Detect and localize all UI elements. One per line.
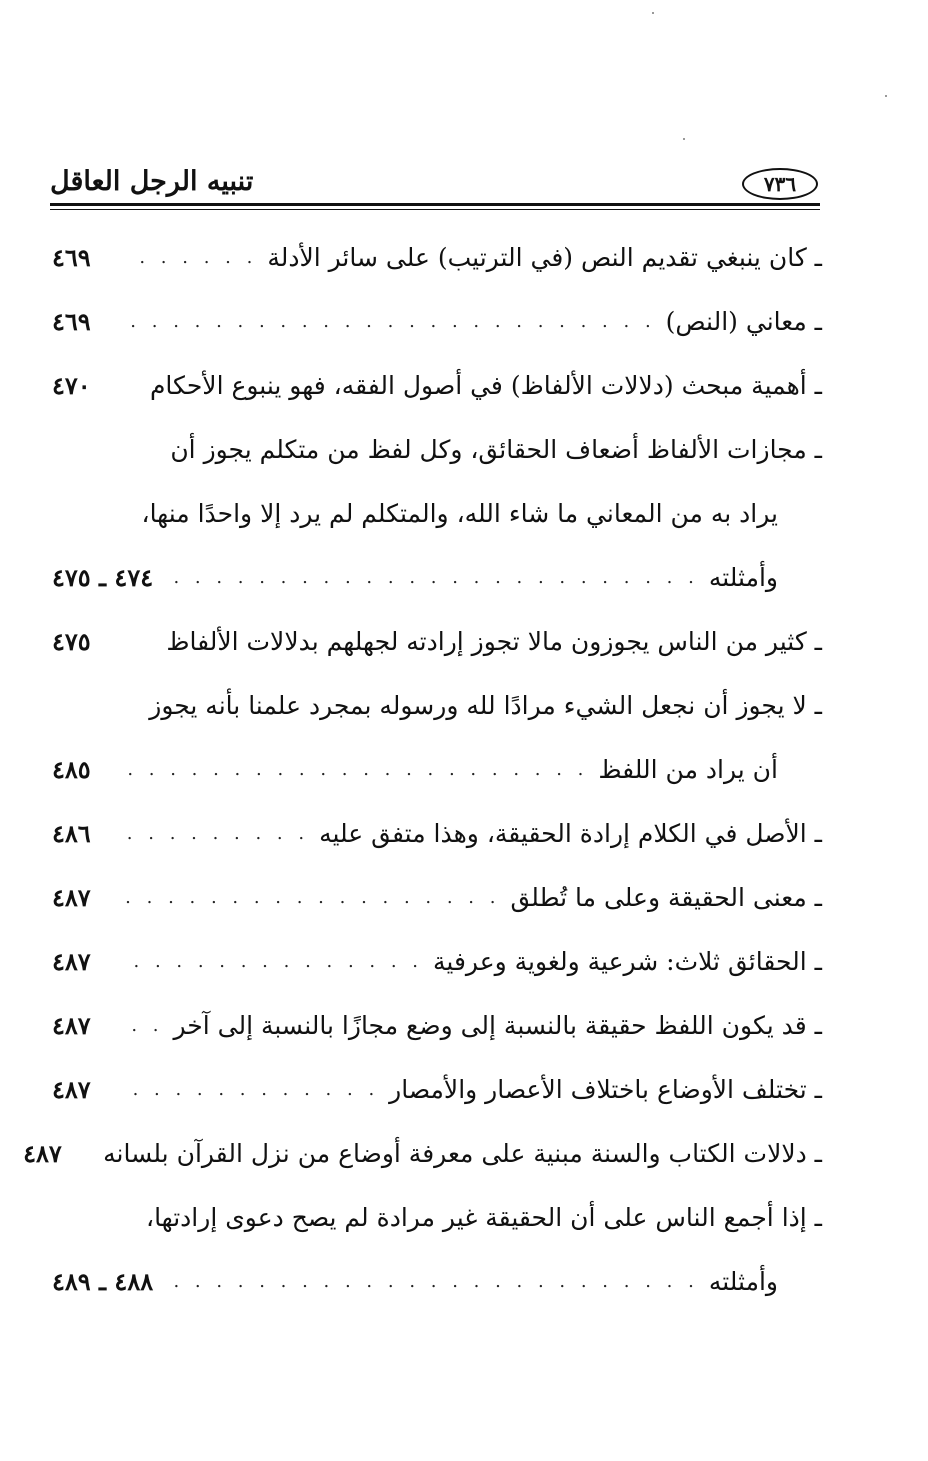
entry-text: ـ كثير من الناس يجوزون مالا تجوز إرادته لجهلهم بدلالات الألفاظ <box>166 627 822 656</box>
index-entry <box>52 226 822 290</box>
entry-text: ـ كان ينبغي تقديم النص (في الترتيب) على سائر الأدلة <box>267 243 822 272</box>
index-entry <box>52 610 822 674</box>
dot-leader <box>122 290 656 354</box>
entry-text: ـ لا يجوز أن نجعل الشيء مرادًا لله ورسوله بمجرد علمنا بأنه يجوز <box>149 691 822 720</box>
entry-text: أن يراد من اللفظ <box>598 755 778 784</box>
entry-text: ـ مجازات الألفاظ أضعاف الحقائق، وكل لفظ من متكلم يجوز أن <box>170 435 822 464</box>
index-entry <box>52 674 822 738</box>
entry-text: ـ أهمية مبحث (دلالات الألفاظ) في أصول الفقه، فهو ينبوع الأحكام <box>149 371 822 400</box>
entry-text: ـ معاني (النص) <box>665 307 822 336</box>
dot-leader <box>122 1058 379 1122</box>
entry-text: وأمثلته <box>708 563 778 592</box>
page-number: ٧٣٦ <box>742 168 818 200</box>
dot-leader <box>122 738 588 802</box>
index-entry-continuation <box>52 1250 822 1314</box>
index-entry <box>52 1058 822 1122</box>
entry-pages: ٤٨٦ <box>52 819 91 848</box>
dot-leader <box>122 866 500 930</box>
index-entry <box>52 866 822 930</box>
entry-text: ـ معنى الحقيقة وعلى ما تُطلق <box>510 883 822 912</box>
entry-pages: ٤٦٩ <box>52 243 91 272</box>
index-entry <box>52 930 822 994</box>
entry-text: ـ إذا أجمع الناس على أن الحقيقة غير مرادة لم يصح دعوى إرادتها، <box>146 1203 822 1232</box>
index-entry-continuation <box>52 738 822 802</box>
entry-pages: ٤٧٥ <box>52 627 91 656</box>
dot-leader <box>122 802 309 866</box>
entry-pages: ٤٨٧ <box>52 1011 91 1040</box>
entry-text: ـ الحقائق ثلاث: شرعية ولغوية وعرفية <box>433 947 822 976</box>
index-entry <box>52 290 822 354</box>
entry-pages: ٤٨٨ ـ ٤٨٩ <box>52 1267 154 1296</box>
entry-pages: ٤٨٧ <box>52 947 91 976</box>
entry-pages: ٤٧٤ ـ ٤٧٥ <box>52 563 154 592</box>
index-entry <box>23 1122 822 1186</box>
index-entry <box>52 354 822 418</box>
index-list <box>23 226 822 1314</box>
scan-speck <box>885 95 887 97</box>
scan-speck <box>683 138 685 140</box>
entry-text: ـ قد يكون اللفظ حقيقة بالنسبة إلى وضع مجازًا بالنسبة إلى آخر <box>173 1011 822 1040</box>
index-entry <box>52 1186 822 1250</box>
dot-leader <box>163 1250 699 1314</box>
index-entry <box>52 418 822 482</box>
header-rule-thin <box>50 209 820 210</box>
entry-text: ـ دلالات الكتاب والسنة مبنية على معرفة أوضاع من نزل القرآن بلسانه <box>103 1139 822 1168</box>
entry-text: وأمثلته <box>708 1267 778 1296</box>
index-entry-continuation <box>52 546 822 610</box>
entry-pages: ٤٨٥ <box>52 755 91 784</box>
entry-pages: ٤٦٩ <box>52 307 91 336</box>
dot-leader <box>122 930 423 994</box>
book-title: تنبيه الرجل العاقل <box>50 166 254 197</box>
entry-text: يراد به من المعاني ما شاء الله، والمتكلم لم يرد إلا واحدًا منها، <box>141 499 778 528</box>
dot-leader <box>163 546 699 610</box>
header-rule-thick <box>50 203 820 206</box>
dot-leader <box>122 994 164 1058</box>
index-entry-continuation <box>52 482 822 546</box>
index-entry <box>52 802 822 866</box>
scan-speck <box>652 12 654 14</box>
entry-pages: ٤٨٧ <box>52 883 91 912</box>
index-entry <box>52 994 822 1058</box>
entry-pages: ٤٨٧ <box>23 1139 62 1168</box>
entry-pages: ٤٨٧ <box>52 1075 91 1104</box>
dot-leader <box>122 226 257 290</box>
entry-text: ـ الأصل في الكلام إرادة الحقيقة، وهذا متفق عليه <box>319 819 822 848</box>
entry-text: ـ تختلف الأوضاع باختلاف الأعصار والأمصار <box>389 1075 822 1104</box>
entry-pages: ٤٧٠ <box>52 371 91 400</box>
page-header <box>50 158 818 202</box>
